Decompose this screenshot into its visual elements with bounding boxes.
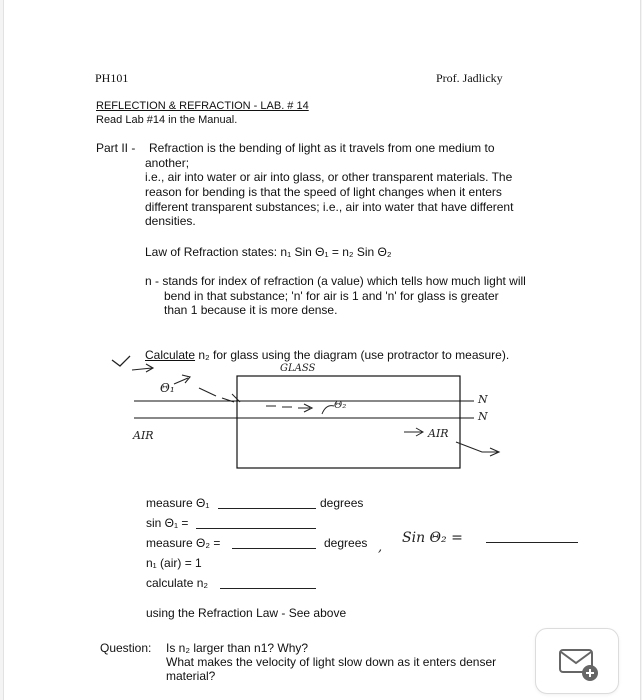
part-label: Part II - [96,141,136,155]
email-add-button[interactable] [535,628,619,694]
air-label-left: AIR [133,429,154,442]
calculate-n2-blank[interactable] [220,588,316,589]
measure-theta1-label: measure Θ₁ [146,496,210,510]
check-mark-icon [112,356,130,366]
incident-ray-arrow [174,378,188,384]
part-text-line: densities. [145,214,196,228]
calculate-n2-label: calculate n₂ [146,576,209,590]
glass-label: GLASS [280,363,316,374]
theta1-label: Θ₁ [160,381,175,395]
handwritten-sin-theta2: Sin Θ₂ = [402,530,463,546]
theta2-label: Θ₂ [334,400,347,411]
part-text-line: Refraction is the bending of light as it travels from one medium to [149,141,495,155]
n-definition-line: than 1 because it is more dense. [164,303,338,317]
sin-theta1-blank[interactable] [196,528,316,529]
calculate-rest: n₂ for glass using the diagram (use protractor to measure). [195,348,510,362]
refraction-diagram [4,0,640,700]
professor-name: Prof. Jadlicky [436,71,503,85]
normal-label-bottom: N [478,410,488,423]
sin-theta2-blank[interactable] [486,542,578,543]
refraction-law-note: using the Refraction Law - See above [146,606,347,620]
sin-theta1-label: sin Θ₁ = [146,516,189,530]
degrees-label-1: degrees [320,496,364,510]
mail-add-icon [536,629,618,693]
part-text-line: i.e., air into water or air into glass, or other transparent materials. The [145,170,513,184]
part-text-line: another; [145,156,190,170]
n1-air-value: n₁ (air) = 1 [146,556,202,570]
comma-mark: , [378,540,383,555]
n-definition-line: bend in that substance; 'n' for air is 1 and 'n' for glass is greater [164,289,499,303]
measure-theta1-blank[interactable] [218,508,316,509]
n-definition-line: n - stands for index of refraction (a value) which tells how much light will [145,274,526,288]
law-of-refraction: Law of Refraction states: n₁ Sin Θ₁ = n₂ Sin Θ₂ [145,245,392,259]
question-line: Is n₂ larger than n1? Why? [166,641,309,655]
question-label: Question: [100,641,152,655]
part-text-line: different transparent substances; i.e., air into water that have different [145,200,514,214]
exit-ray-arrow [456,442,498,452]
part-text-line: reason for bending is that the speed of light changes when it enters [145,185,502,199]
question-line: material? [166,669,216,683]
course-code: PH101 [95,71,129,85]
lab-title: REFLECTION & REFRACTION - LAB. # 14 [96,100,309,112]
calculate-word: Calculate [145,348,196,362]
question-line: What makes the velocity of light slow down as it enters denser [166,655,497,669]
lab-subtitle: Read Lab #14 in the Manual. [96,114,238,126]
measure-theta2-blank[interactable] [232,548,316,549]
air-label-right: AIR [428,427,449,440]
normal-label-top: N [478,393,488,406]
measure-theta2-label: measure Θ₂ = [146,536,221,550]
glass-block [237,376,460,468]
document-page [3,0,641,700]
degrees-label-2: degrees [324,536,368,550]
